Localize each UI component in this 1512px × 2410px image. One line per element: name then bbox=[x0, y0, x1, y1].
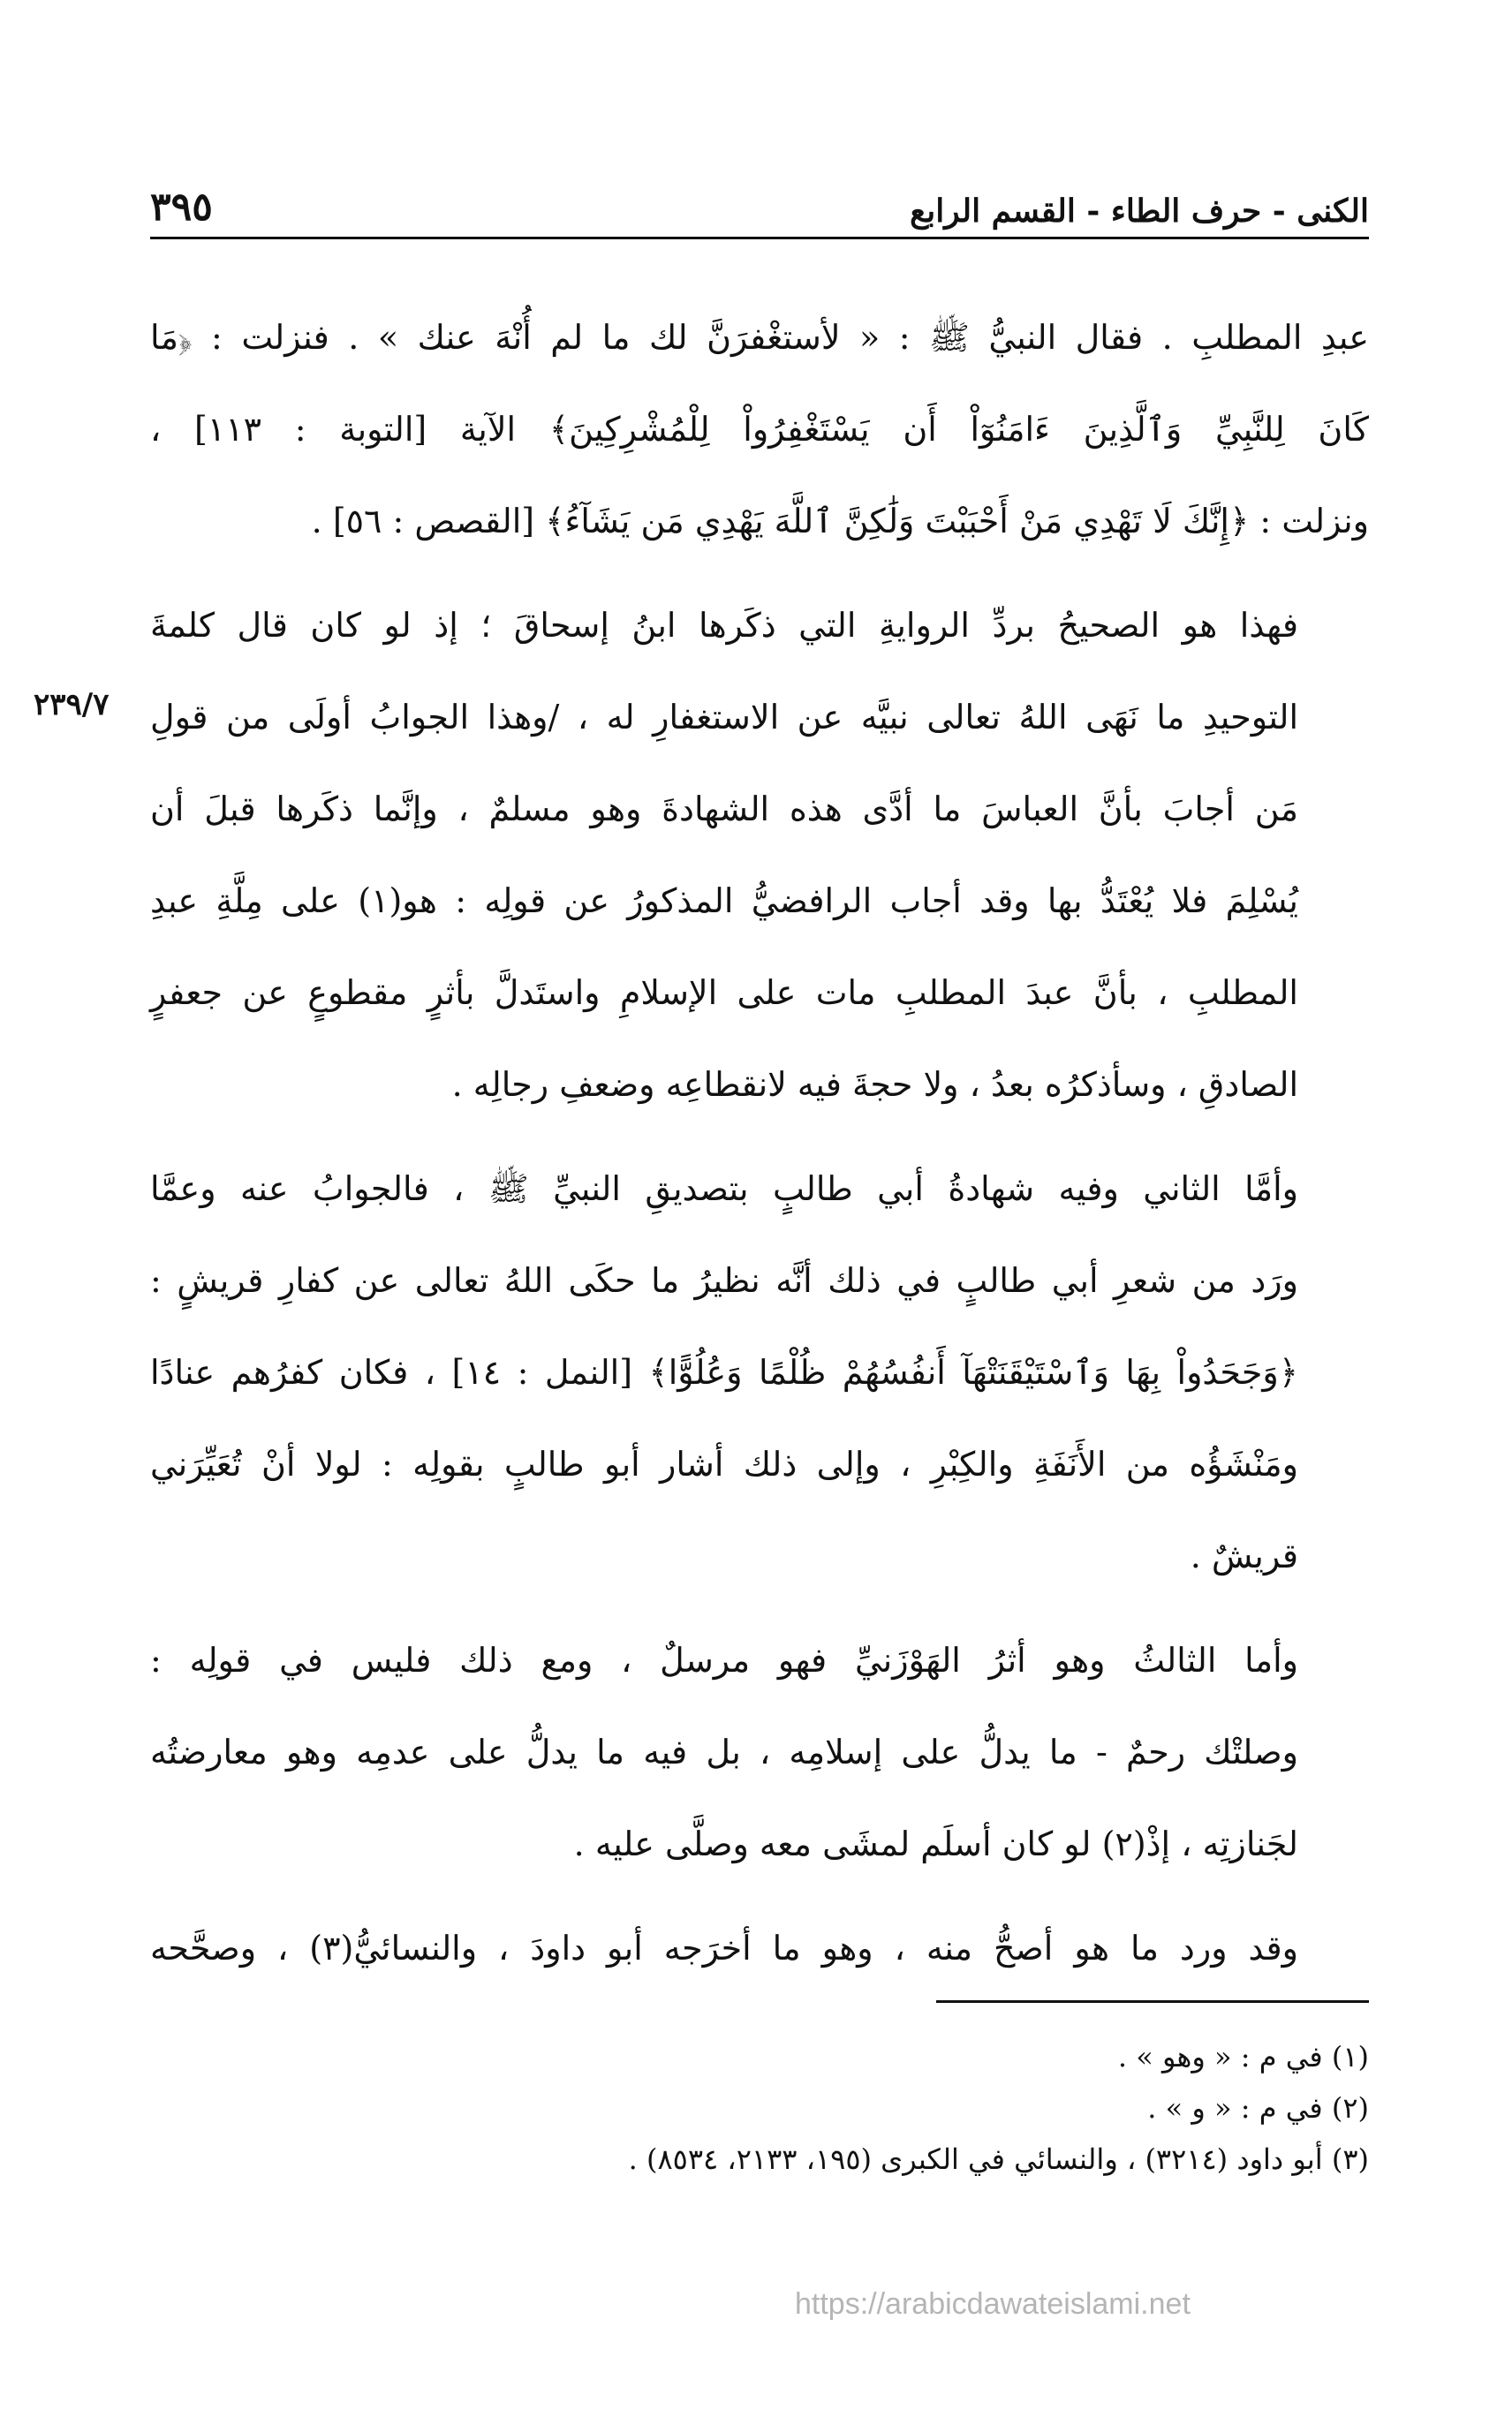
text-line: فهذا هو الصحيحُ بردِّ الروايةِ التي ذكَرها ابنُ إسحاقَ ؛ إذ لو كان قال كلمةَ bbox=[150, 606, 1298, 645]
margin-reference-note: ٢٣٩/٧ bbox=[34, 687, 110, 722]
watermark-url: https://arabicdawateislami.net bbox=[795, 2287, 1191, 2321]
footnote-rule bbox=[936, 2000, 1369, 2003]
text-line: عبدِ المطلبِ . فقال النبيُّ ﷺ : « لأستغْفرَنَّ لك ما لم أُنْهَ عنك » . فنزلت : ﴿مَا bbox=[150, 318, 1369, 357]
footnotes bbox=[150, 2031, 1369, 2185]
paragraph bbox=[150, 1902, 1369, 1994]
paragraph bbox=[150, 579, 1369, 1130]
text-line: الصادقِ ، وسأذكرُه بعدُ ، ولا حجةَ فيه لانقطاعِه وضعفِ رجالِه . bbox=[451, 1065, 1298, 1104]
text-line: ونزلت : ﴿إِنَّكَ لَا تَهْدِي مَنْ أَحْبَبْتَ وَلَٰكِنَّ ٱللَّهَ يَهْدِي مَن يَشَآءُ﴾ [القصص : ٥٦] . bbox=[311, 502, 1369, 540]
body-text bbox=[150, 291, 1369, 2006]
text-line: لجَنازتِه ، إذْ(٢) لو كان أسلَم لمشَى معه وصلَّى عليه . bbox=[573, 1824, 1298, 1863]
text-line: ورَد من شعرِ أبي طالبٍ في ذلك أنَّه نظيرُ ما حكَى اللهُ تعالى عن كفارِ قريشٍ : bbox=[150, 1261, 1298, 1300]
page-header bbox=[150, 168, 1369, 230]
text-line: وأما الثالثُ وهو أثرُ الهَوْزَنيِّ فهو مرسلٌ ، ومع ذلك فليس في قولِه : bbox=[150, 1641, 1298, 1680]
text-line: ومَنْشَؤُه من الأَنَفَةِ والكِبْرِ ، وإلى ذلك أشار أبو طالبٍ بقولِه : لولا أنْ تُعَيِّرَني bbox=[150, 1445, 1298, 1484]
text-line: التوحيدِ ما نَهَى اللهُ تعالى نبيَّه عن الاستغفارِ له ، /وهذا الجوابُ أولَى من قولِ bbox=[150, 698, 1298, 737]
text-line: وأمَّا الثاني وفيه شهادةُ أبي طالبٍ بتصديقِ النبيِّ ﷺ ، فالجوابُ عنه وعمَّا bbox=[150, 1169, 1298, 1208]
text-line: وصلتْك رحمٌ - ما يدلُّ على إسلامِه ، بل فيه ما يدلُّ على عدمِه وهو معارضتُه bbox=[150, 1733, 1298, 1772]
footnote: (٣) أبو داود (٣٢١٤) ، والنسائي في الكبرى (١٩٥، ٢١٣٣، ٨٥٣٤) . bbox=[628, 2142, 1369, 2176]
footnote: (١) في م : « وهو » . bbox=[1117, 2040, 1369, 2074]
text-line: وقد ورد ما هو أصحُّ منه ، وهو ما أخرَجه أبو داودَ ، والنسائيُّ(٣) ، وصحَّحه bbox=[150, 1929, 1299, 1968]
footnote: (٢) في م : « و » . bbox=[1147, 2091, 1369, 2125]
paragraph bbox=[150, 291, 1369, 567]
text-line: مَن أجابَ بأنَّ العباسَ ما أدَّى هذه الشهادةَ وهو مسلمٌ ، وإنَّما ذكَرها قبلَ أن bbox=[150, 789, 1298, 828]
text-line: كَانَ لِلنَّبِيِّ وَٱلَّذِينَ ءَامَنُوٓاْ أَن يَسْتَغْفِرُواْ لِلْمُشْرِكِينَ﴾ الآية [التوبة : ١١٣] ، bbox=[150, 410, 1370, 449]
text-line: قريشٌ . bbox=[1190, 1537, 1298, 1575]
header-rule bbox=[150, 237, 1369, 239]
page-number: ٣٩٥ bbox=[150, 185, 213, 230]
paragraph bbox=[150, 1143, 1369, 1602]
paragraph bbox=[150, 1614, 1369, 1890]
text-line: المطلبِ ، بأنَّ عبدَ المطلبِ مات على الإسلامِ واستَدلَّ بأثرٍ مقطوعٍ عن جعفرٍ bbox=[150, 973, 1298, 1012]
text-line: ﴿وَجَحَدُواْ بِهَا وَٱسْتَيْقَنَتْهَآ أَنفُسُهُمْ ظُلْمًا وَعُلُوًّا﴾ [النمل : ١٤] ، فكان كفرُهم عنادًا bbox=[150, 1353, 1298, 1392]
text-line: يُسْلِمَ فلا يُعْتَدُّ بها وقد أجاب الرافضيُّ المذكورُ عن قولِه : هو(١) على مِلَّةِ عبدِ bbox=[150, 881, 1298, 920]
running-title: الكنى - حرف الطاء - القسم الرابع bbox=[910, 193, 1369, 230]
